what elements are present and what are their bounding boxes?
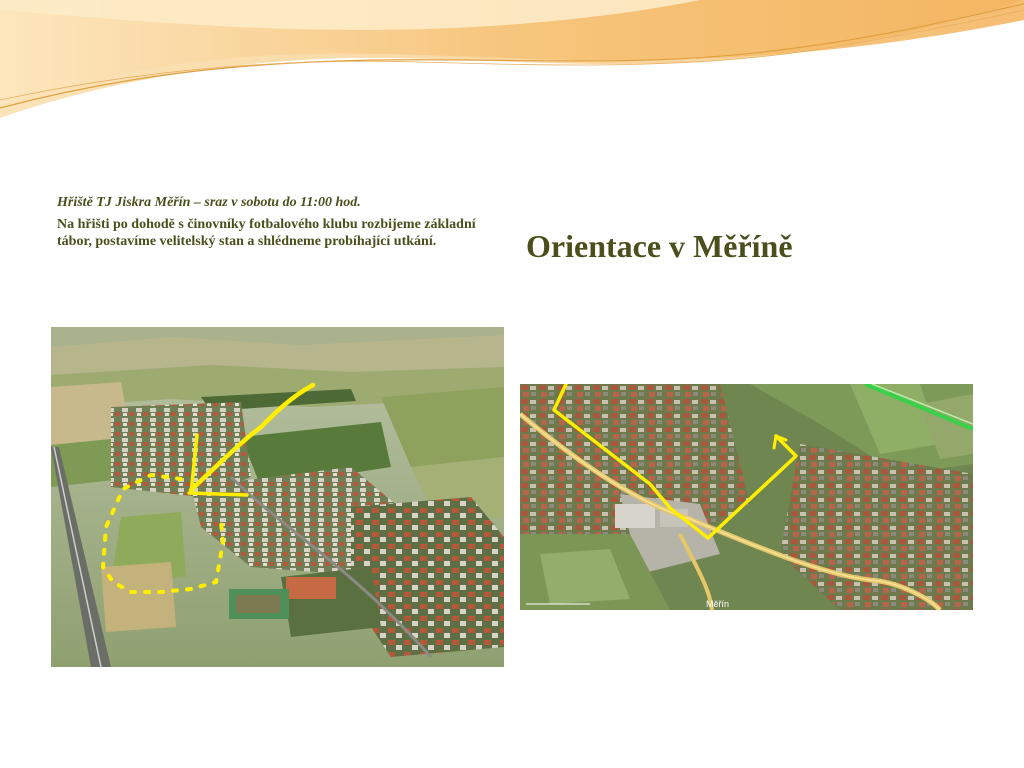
- decorative-wave-banner: [0, 0, 1024, 120]
- satellite-map: [520, 384, 973, 610]
- camp-description: Na hřišti po dohodě s činovníky fotbalového klubu rozbijeme základní tábor, postavíme velitelský stan a shlédneme probíhající utkání.: [57, 217, 476, 249]
- meeting-point-subheading: Hřiště TJ Jiskra Měřín – sraz v sobotu do 11:00 hod.: [57, 195, 361, 210]
- slide-title: Orientace v Měříně: [526, 228, 793, 264]
- aerial-photo: [51, 327, 504, 667]
- text-block: [57, 194, 477, 250]
- map-town-label: Měřín: [706, 599, 730, 609]
